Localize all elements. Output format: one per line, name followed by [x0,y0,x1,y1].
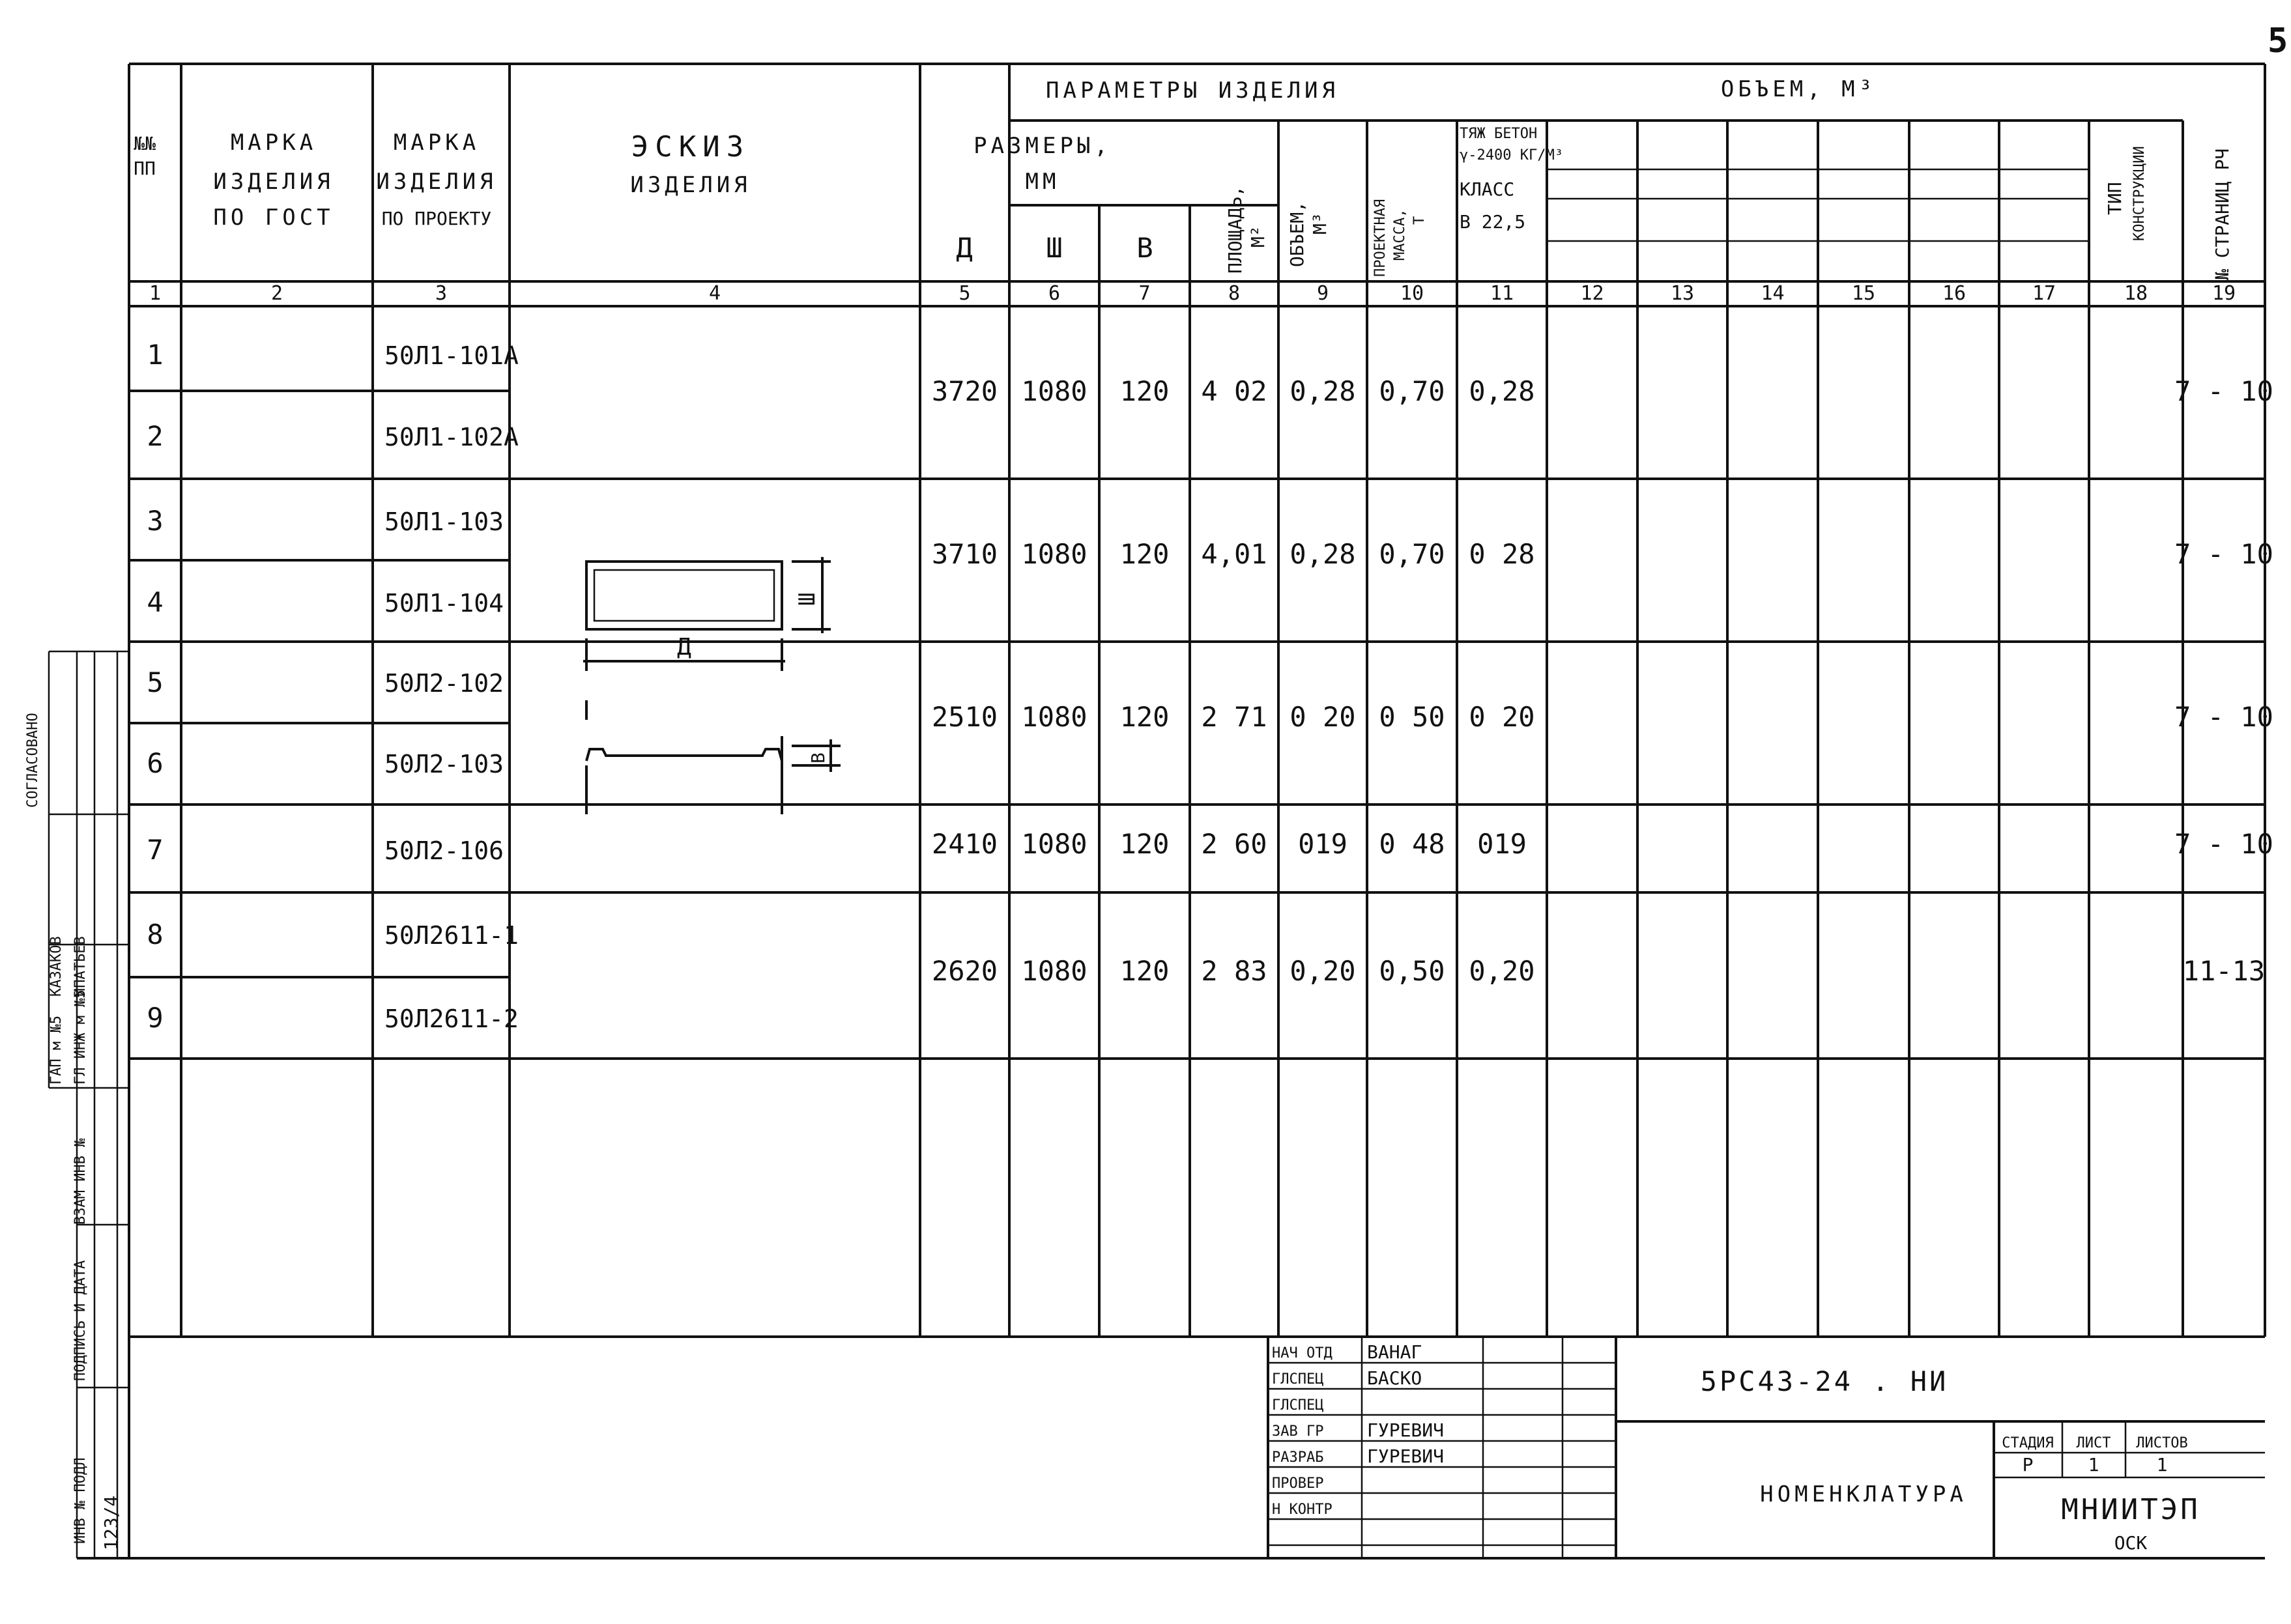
row-mark: 50Л2-102 [384,669,504,698]
header-vol-2: М³ [1309,212,1331,235]
column-number-1: 1 [149,282,162,305]
value-pages: 11-13 [2182,955,2266,987]
table-header [134,76,2233,280]
header-size-sh: Ш [1046,232,1063,264]
value-mass: 0,50 [1379,955,1445,987]
header-mark-gost-3: ПО ГОСТ [213,205,334,231]
value-v: 120 [1119,828,1170,860]
value-concrete: 019 [1477,828,1527,860]
value-pages: 7 - 10 [2174,375,2273,407]
stamp-role: РАЗРАБ [1272,1449,1324,1466]
column-number-9: 9 [1316,282,1329,305]
stamp-role: Н КОНТР [1272,1502,1333,1518]
row-number: 7 [147,834,164,866]
row-number: 1 [147,339,164,371]
stamp-stage: Р [2022,1454,2034,1475]
value-pages: 7 - 10 [2174,828,2273,860]
header-area-1: ПЛОЩАДЬ, [1224,186,1246,274]
value-vol: 0,28 [1290,538,1356,570]
value-vol: 019 [1298,828,1347,860]
sketch-label-v: В [807,752,829,763]
value-d: 3710 [931,538,998,570]
side-replace-inv: ВЗАМ ИНВ № [72,1138,89,1225]
header-mark-project-1: МАРКА [393,130,480,156]
value-v: 120 [1119,538,1170,570]
stamp-role: НАЧ ОТД [1272,1345,1333,1361]
row-mark: 50Л1-104 [384,589,504,618]
stamp-name: ГУРЕВИЧ [1367,1446,1445,1467]
header-mark-gost-1: МАРКА [230,130,317,156]
row-number: 3 [147,505,164,537]
side-inv-orig: ИНВ № ПОДЛ [72,1457,89,1544]
side-agreed: СОГЛАСОВАНО [25,713,41,808]
row-mark: 50Л2-106 [384,836,504,865]
column-number-8: 8 [1228,282,1241,305]
value-concrete: 0 20 [1469,701,1535,733]
row-mark: 50Л2-103 [384,750,504,778]
table-grid-lines [49,64,2265,1558]
stamp-role: ГЛСПЕЦ [1272,1371,1324,1388]
value-mass: 0 50 [1379,701,1445,733]
value-area: 2 60 [1201,828,1267,860]
header-mark-project-2: ИЗДЕЛИЯ [376,169,497,195]
value-area: 2 83 [1201,955,1267,987]
value-vol: 0 20 [1290,701,1356,733]
header-concrete-2: γ-2400 КГ/М³ [1460,147,1563,164]
stamp-role: ПРОВЕР [1272,1475,1324,1492]
header-size-d: Д [956,232,973,264]
value-concrete: 0,28 [1469,375,1535,407]
row-mark: 50Л1-101А [384,341,519,370]
stamp-name: ВАНАГ [1367,1341,1422,1363]
value-mass: 0,70 [1379,538,1445,570]
value-pages: 7 - 10 [2174,538,2273,570]
stamp-name: ГУРЕВИЧ [1367,1419,1445,1441]
column-number-2: 2 [270,282,283,305]
column-number-16: 16 [1942,282,1967,305]
column-number-17: 17 [2032,282,2056,305]
column-numbers-row [149,282,2236,305]
header-sizes-1: РАЗМЕРЫ, [973,133,1112,159]
value-pages: 7 - 10 [2174,701,2273,733]
side-stamp [25,713,122,1550]
row-number: 6 [147,747,164,779]
column-number-13: 13 [1670,282,1695,305]
header-mass-3: Т [1411,216,1428,225]
side-inv-value: 123/4 [100,1495,122,1550]
column-number-11: 11 [1490,282,1514,305]
header-mark-project-3: ПО ПРОЕКТУ [381,208,492,229]
stamp-sheet-label: ЛИСТ [2076,1435,2111,1451]
value-area: 4,01 [1201,538,1267,570]
header-sketch-2: ИЗДЕЛИЯ [630,172,751,198]
column-number-12: 12 [1580,282,1604,305]
stamp-sheet: 1 [2088,1454,2099,1475]
header-class-value: В 22,5 [1460,211,1526,233]
header-mass-2: МАССА, [1392,208,1408,261]
row-number: 5 [147,666,164,698]
header-type-2: КОНСТРУКЦИИ [2131,146,2148,241]
value-sh: 1080 [1021,955,1088,987]
stamp-sheets-label: ЛИСТОВ [2136,1435,2188,1451]
row-mark: 50Л2611-1 [384,921,519,950]
value-sh: 1080 [1021,538,1088,570]
value-concrete: 0,20 [1469,955,1535,987]
column-number-18: 18 [2124,282,2148,305]
sketch-label-d: Д [677,634,691,661]
value-mass: 0 48 [1379,828,1445,860]
stamp-role: ЗАВ ГР [1272,1423,1324,1440]
column-number-14: 14 [1761,282,1785,305]
header-type-1: ТИП [2104,182,2125,215]
side-sign-date: ПОДПИСЬ И ДАТА [72,1260,89,1381]
value-v: 120 [1119,701,1170,733]
value-vol: 0,20 [1290,955,1356,987]
header-class-label: КЛАСС [1460,178,1515,200]
header-vol-1: ОБЪЕМ, [1286,201,1308,267]
row-mark: 50Л2611-2 [384,1004,519,1033]
value-mass: 0,70 [1379,375,1445,407]
value-sh: 1080 [1021,375,1088,407]
side-row1-role: ГАП м №5 [48,1016,65,1085]
value-vol: 0,28 [1290,375,1356,407]
value-v: 120 [1119,955,1170,987]
header-pages: № СТРАНИЦ РЧ [2212,148,2233,280]
header-sketch-1: ЭСКИЗ [631,130,751,164]
stamp-code: 5РС43-24 . НИ [1700,1365,1949,1397]
column-number-19: 19 [2212,282,2236,305]
side-row1-name: КАЗАКОВ [48,936,65,997]
header-size-v: В [1136,232,1153,264]
header-num-top: №№ [134,133,156,154]
column-number-5: 5 [958,282,971,305]
value-sh: 1080 [1021,828,1088,860]
column-number-6: 6 [1048,282,1061,305]
row-number: 4 [147,586,164,618]
value-v: 120 [1119,375,1170,407]
row-mark: 50Л1-102А [384,423,519,451]
row-number: 8 [147,919,164,950]
stamp-name: БАСКО [1367,1367,1422,1389]
header-mass-1: ПРОЕКТНАЯ [1372,199,1389,277]
table-value-groups [932,375,2273,987]
header-num-bottom: ПП [134,158,156,179]
stamp-role: ГЛСПЕЦ [1272,1397,1324,1414]
side-row2-role: ГЛ ИНЖ м №5 [72,990,89,1085]
side-row2-name: ИПАТЬЕВ [72,936,89,997]
value-concrete: 0 28 [1469,538,1535,570]
value-area: 4 02 [1201,375,1267,407]
header-mark-gost-2: ИЗДЕЛИЯ [213,169,334,195]
value-sh: 1080 [1021,701,1088,733]
sheet-number: 5 [2268,21,2288,61]
stamp-org: МНИИТЭП [2061,1493,2200,1526]
row-number: 2 [147,420,164,452]
stamp-stage-label: СТАДИЯ [2002,1435,2054,1451]
column-number-10: 10 [1400,282,1424,305]
stamp-title: НОМЕНКЛАТУРА [1760,1481,1967,1507]
header-area-2: М² [1247,225,1269,248]
header-volume: ОБЪЕМ, М³ [1720,76,1877,102]
column-number-15: 15 [1851,282,1876,305]
row-number: 9 [147,1002,164,1034]
value-d: 3720 [931,375,998,407]
column-number-4: 4 [708,282,721,305]
header-params: ПАРАМЕТРЫ ИЗДЕЛИЯ [1046,78,1339,104]
value-d: 2510 [931,701,998,733]
table-rows [147,339,519,1034]
value-d: 2410 [931,828,998,860]
value-d: 2620 [931,955,998,987]
value-area: 2 71 [1201,701,1267,733]
column-number-7: 7 [1138,282,1151,305]
stamp-sheets: 1 [2156,1454,2168,1475]
sketch-label-sh: Ш [794,592,820,606]
header-sizes-2: ММ [1025,169,1060,195]
stamp-org-sub: ОСК [2114,1532,2148,1554]
column-number-3: 3 [435,282,448,305]
header-concrete-1: ТЯЖ БЕТОН [1460,126,1538,142]
row-mark: 50Л1-103 [384,507,504,536]
